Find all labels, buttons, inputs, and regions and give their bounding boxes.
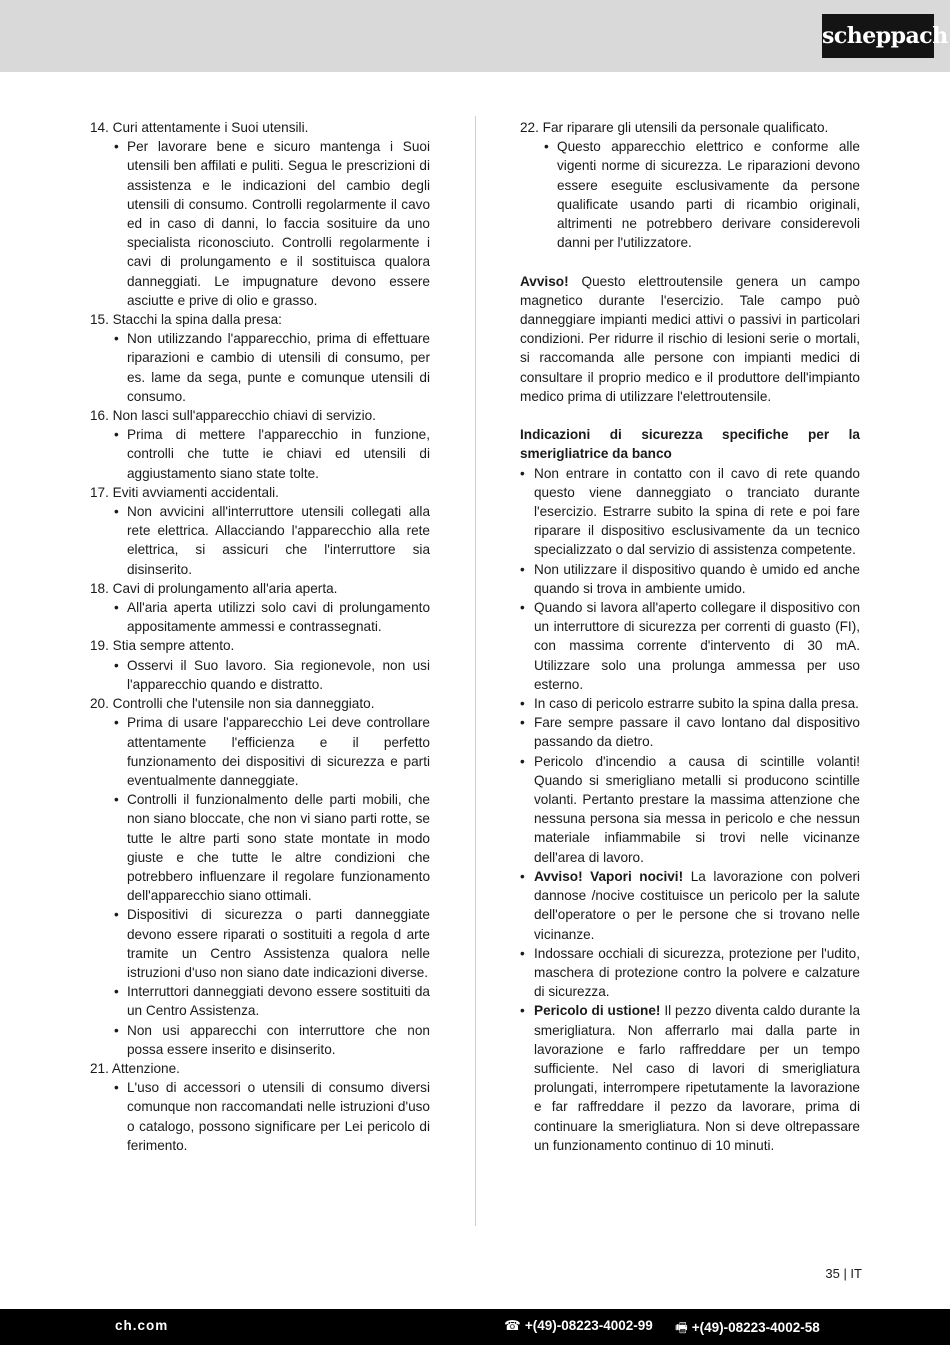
item-title: 19. Stia sempre attento.: [90, 638, 235, 654]
list-item-14: [90, 118, 430, 310]
footer-website: ch.com: [115, 1318, 169, 1333]
list-item-18: [90, 579, 430, 637]
bullet-text: • Non utilizzando l'apparecchio, prima di effettuare riparazioni e cambio di utensili di consumo, per es. lame da sega, punte e comunque utensili di consumo.: [90, 329, 430, 406]
bullet-bold-label: Avviso! Vapori nocivi!: [534, 868, 684, 884]
list-item-21: [90, 1059, 430, 1155]
item-title: 22. Far riparare gli utensili da personale qualificato.: [520, 120, 829, 135]
item-title: 17. Eviti avviamenti accidentali.: [90, 484, 279, 500]
item-title: 16. Non lasci sull'apparecchio chiavi di servizio.: [90, 408, 376, 424]
page-header: [0, 0, 950, 72]
bullet-text: • Dispositivi di sicurezza o parti danneggiate devono essere riparati o sostituiti a regola d arte tramite un Centro Assistenza qualora nelle istruzioni d'uso non siano date indicazioni diverse.: [90, 905, 430, 982]
warning-text: Questo elettroutensile genera un campo magnetico durante l'esercizio. Tale campo può danneggiare impianti medici attivi o passivi in particolari condizioni. Per ridurre il rischio di lesioni serie o mortali, si raccomanda alle persone con impianti medici di consultare il proprio medico e il produttore dell'impianto medico prima di utilizzare l'elettroutensile.: [520, 273, 860, 404]
magnetic-field-warning: [520, 272, 860, 406]
list-item-20: [90, 694, 430, 1059]
list-item-16: [90, 406, 430, 483]
safety-bullet: • Fare sempre passare il cavo lontano dal dispositivo passando da dietro.: [520, 713, 860, 751]
list-item-15: [90, 310, 430, 406]
item-title: 21. Attenzione.: [90, 1060, 180, 1076]
bullet-text: • Non avvicini all'interruttore utensili collegati alla rete elettrica. Allacciando l'apparecchio alla rete elettrica, si assicuri che l'interruttore sia disinserito.: [90, 502, 430, 579]
bullet-text: • L'uso di accessori o utensili di consumo diversi comunque non raccomandati nelle istruzioni d'uso o catalogo, possono significare per Lei pericolo di ferimento.: [90, 1078, 430, 1155]
item-title: 15. Stacchi la spina dalla presa:: [90, 312, 282, 328]
safety-bullet: • Non entrare in contatto con il cavo di rete quando questo viene danneggiato o tranciato durante l'esercizio. Estrarre subito la spina di rete e poi fare riparare il dispositivo esclusivamente da un tecnico specializzato o dal servizio di assistenza competente.: [520, 464, 860, 560]
page-number: 35 | IT: [825, 1266, 862, 1281]
list-item-22: [520, 118, 860, 252]
fax-icon: 🖷: [675, 1320, 688, 1335]
list-item-17: [90, 483, 430, 579]
item-title: 18. Cavi di prolungamento all'aria aperta.: [90, 580, 338, 596]
item-title: 20. Controlli che l'utensile non sia danneggiato.: [90, 696, 375, 712]
section-heading: Indicazioni di sicurezza specifiche per la smerigliatrice da banco: [520, 427, 860, 462]
safety-bullet: • Indossare occhiali di sicurezza, protezione per l'udito, maschera di protezione contro la polvere e calzature di sicurezza.: [520, 944, 860, 1002]
footer-fax: 🖷 +(49)-08223-4002-58: [675, 1320, 820, 1335]
bullet-text: • Interruttori danneggiati devono essere sostituiti da un Centro Assistenza.: [90, 982, 430, 1020]
safety-bullet: • Avviso! Vapori nocivi! La lavorazione con polveri dannose /nocive costituisce un pericolo per la salute dell'operatore o per le persone che si trovano nelle vicinanze.: [520, 867, 860, 944]
right-column: [520, 118, 860, 1155]
bullet-text: • Prima di mettere l'apparecchio in funzione, controlli che tutte ie chiavi ed utensili di aggiustamento siano state tolte.: [90, 425, 430, 483]
phone-icon: ☎: [504, 1318, 521, 1333]
brand-logo: scheppach: [822, 14, 934, 58]
bullet-text: • Per lavorare bene e sicuro mantenga i Suoi utensili ben affilati e puliti. Segua le prescrizioni di assistenza e le indicazioni del cambio degli utensili di consumo. Controlli regolarmente il cavo ed in caso di danni, lo faccia sosituire da uno specialista riconosciuto. Controlli regolarmente i cavi di prolungamento e il sostituisca qualora danneggiati. Le impugnature devono essere asciutte e prive di olio e grasso.: [90, 137, 430, 310]
safety-bullet: • Non utilizzare il dispositivo quando è umido ed anche quando si trova in ambiente umido.: [520, 560, 860, 598]
bullet-text: • All'aria aperta utilizzi solo cavi di prolungamento appositamente ammessi e contrassegnati.: [90, 598, 430, 636]
bullet-text: • Prima di usare l'apparecchio Lei deve controllare attentamente l'efficienza e il perfetto funzionamento dei dispositivi di sicurezza e parti eventualmente danneggiate.: [90, 713, 430, 790]
safety-bullet: • Pericolo d'incendio a causa di scintille volanti! Quando si smerigliano metalli si producono scintille volanti. Pertanto prestare la massima attenzione che nessuna persona sia messa in pericolo e che nessun materiale infiammabile si trovi nelle vicinanze dell'area di lavoro.: [520, 752, 860, 867]
column-divider: [475, 116, 476, 1226]
bullet-text: • Controlli il funzionalmento delle parti mobili, che non siano bloccate, che non vi siano parti rotte, se tutte le altre parti sono state montate in modo giuste e che tutte le altre condizioni che potrebbero influenzare il regolare funzionamento dell'apparecchio siano ottimali.: [90, 790, 430, 905]
item-title: 14. Curi attentamente i Suoi utensili.: [90, 120, 309, 135]
page-footer: [0, 1309, 950, 1345]
warning-label: Avviso!: [520, 273, 569, 289]
safety-bullet: • In caso di pericolo estrarre subito la spina dalla presa.: [520, 694, 860, 713]
bullet-bold-label: Pericolo di ustione!: [534, 1003, 661, 1019]
left-column: [90, 118, 430, 1155]
safety-bullet: • Quando si lavora all'aperto collegare il dispositivo con un interruttore di sicurezza per correnti di guasto (FI), con massima corrente d'intervento di 30 mA. Utilizzare solo una prolunga ammessa per uso esterno.: [520, 598, 860, 694]
safety-bullet: • Pericolo di ustione! Il pezzo diventa caldo durante la smerigliatura. Non afferrarlo mai dalla parte in lavorazione e farlo raffreddare per un tempo sufficiente. Nel caso di lavori di smerigliatura prolungati, interrompere ripetutamente la lavorazione e far raffreddare il pezzo da lavorare, prima di continuare la smerigliatura. Non si deve oltrepassare un funzionamento continuo di 10 minuti.: [520, 1001, 860, 1155]
list-item-19: [90, 636, 430, 694]
bullet-text: • Non usi apparecchi con interruttore che non possa essere inserito e disinserito.: [90, 1021, 430, 1059]
bullet-text: • Questo apparecchio elettrico e conforme alle vigenti norme di sicurezza. Le riparazioni devono essere eseguite esclusivamente da persone qualificate usando parti di ricambio originali, altrimenti ne potrebbero derivare considerevoli danni per l'utilizzatore.: [520, 137, 860, 252]
bullet-text: • Osservi il Suo lavoro. Sia regionevole, non usi l'apparecchio quando e distratto.: [90, 656, 430, 694]
footer-phone: ☎ +(49)-08223-4002-99: [504, 1318, 653, 1333]
